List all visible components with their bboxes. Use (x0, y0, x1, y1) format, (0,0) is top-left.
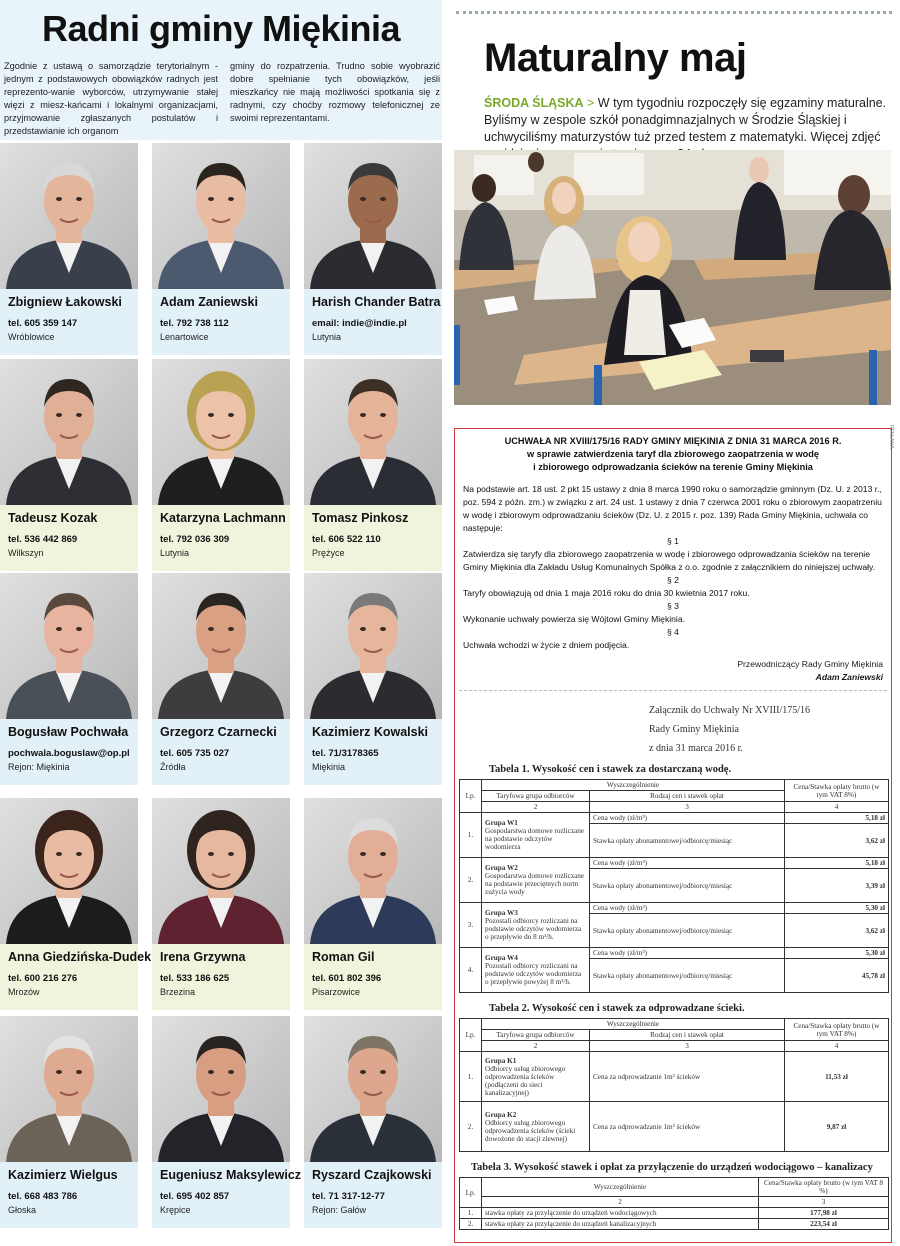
table-row (460, 903, 889, 914)
row-lp: 4. (460, 948, 482, 993)
notice-heading-line3: i zbiorowego odprowadzania ścieków na terenie Gminy Miękinia (533, 462, 813, 472)
councillor-card (304, 1016, 442, 1226)
group-desc: Pozostali odbiorcy rozliczani na podstawie odczytów wodomierza o przepływie do 8 m³/h. (485, 917, 582, 941)
group-code: Grupa W4 (485, 954, 518, 962)
paragraph-3-mark: § 3 (667, 601, 679, 611)
table1-title: Tabela 1. Wysokość cen i stawek za dostarczaną wodę. (489, 764, 732, 775)
row-desc: stawka opłaty za przyłączenie do urządzeń wodociągowych (482, 1208, 759, 1219)
row-value: 3,62 zł (785, 914, 889, 948)
row-group (482, 1052, 590, 1102)
intro-text-col2: gminy do rozpatrzenia. Trudno sobie wyobrazić dobre spełnianie tych obowiązków, jeśli mieszkańcy nie mają możliwości spotkania się z radnymi, czy choćby rozmowy telefonicznej ze swoimi reprezentantami. (230, 61, 440, 123)
councillor-info (0, 719, 138, 785)
councillor-photo (152, 573, 290, 719)
councillor-name: Katarzyna Lachmann (160, 511, 286, 525)
councillor-place: Prężyce (312, 548, 345, 558)
councillor-contact: tel. 668 483 786 (8, 1191, 78, 1202)
councillor-card (152, 1016, 302, 1226)
councillor-info (0, 1162, 138, 1228)
row-rate-type: Cena wody (zł/m³) (590, 813, 785, 824)
row-rate-type: Stawka opłaty abonamentowej/odbiorcę/miesiąc (590, 824, 785, 858)
councillor-place: Brzezina (160, 987, 196, 997)
councillor-card (304, 143, 442, 353)
councillor-contact: tel. 71 317-12-77 (312, 1191, 385, 1202)
notice-heading (455, 435, 891, 474)
attachment-line3: z dnia 31 marca 2016 r. (649, 743, 743, 754)
councillor-info (152, 505, 290, 571)
councillor-name: Kazimierz Wielgus (8, 1168, 118, 1182)
row-group (482, 858, 590, 903)
table-row (460, 1219, 889, 1230)
col-group: Taryfowa grupa odbiorców (482, 791, 590, 802)
notice-intro: Na podstawie art. 18 ust. 2 pkt 15 ustawy z dnia 8 marca 1990 roku o samorządzie gminnym (Dz. U. z 2013 r., poz. 594 z późn. zm.) w związku z art. 24 ust. 1 ustawy z dnia 7 czerwca 2001 roku o zbiorowym zaopatrzeniu w wodę i zbiorowym odprowadzaniu ścieków (Dz. U. z 2015 r. poz. 139) Rada Gminy Miękinia, uchwala co następuje: (463, 484, 882, 533)
attachment (455, 701, 891, 1230)
councillor-card (152, 573, 290, 783)
councillor-photo (304, 359, 442, 505)
row-value: 3,62 zł (785, 824, 889, 858)
row-rate-type: Stawka opłaty abonamentowej/odbiorcę/miesiąc (590, 959, 785, 993)
councillor-contact: tel. 605 359 147 (8, 318, 78, 329)
councillor-info (304, 289, 442, 355)
col-num: 4 (785, 1041, 889, 1052)
row-group (482, 1102, 590, 1152)
attachment-header (649, 701, 891, 758)
councillor-photo (152, 359, 290, 505)
councillor-contact[interactable]: pochwala.boguslaw@op.pl (8, 748, 130, 759)
councillor-info (152, 1162, 302, 1228)
councillor-name: Bogusław Pochwała (8, 725, 129, 739)
councillor-place: Wróblowice (8, 332, 55, 342)
row-lp: 2. (460, 1102, 482, 1152)
councillor-card (0, 143, 138, 353)
councillor-place: Miękinia (312, 762, 346, 772)
councillor-contact[interactable]: email: indie@indie.pl (312, 318, 407, 329)
row-value: 3,39 zł (785, 869, 889, 903)
intro-box (0, 0, 442, 140)
councillor-card (0, 798, 152, 1008)
councillor-place: Krępice (160, 1205, 191, 1215)
councillor-contact: tel. 533 186 625 (160, 973, 230, 984)
paragraph-2-mark: § 2 (667, 575, 679, 585)
councillor-photo (0, 359, 138, 505)
row-rate-type: Cena wody (zł/m³) (590, 903, 785, 914)
col-price: Cena/Stawka opłaty brutto (w tym VAT 8%) (785, 780, 889, 802)
col-spec: Wyszczególnienie (482, 1019, 785, 1030)
councillor-contact: tel. 601 802 396 (312, 973, 382, 984)
councillor-contact: tel. 605 735 027 (160, 748, 230, 759)
councillor-info (304, 719, 442, 785)
councillor-photo (0, 573, 138, 719)
councillor-name: Tomasz Pinkosz (312, 511, 409, 525)
row-rate-type: Stawka opłaty abonamentowej/odbiorcę/miesiąc (590, 914, 785, 948)
col-type: Rodzaj cen i stawek opłat (590, 1030, 785, 1041)
councillor-card (0, 359, 138, 569)
row-value: 223,54 zł (759, 1219, 889, 1230)
exam-photo (454, 150, 891, 405)
councillor-card (0, 1016, 138, 1226)
row-value: 177,98 zł (759, 1208, 889, 1219)
row-value: 5,18 zł (785, 813, 889, 824)
councillor-place: Rejon: Gałów (312, 1205, 367, 1215)
row-group (482, 948, 590, 993)
separator (459, 690, 887, 691)
councillor-card (304, 798, 442, 1008)
water-tariff-table (459, 779, 889, 993)
group-code: Grupa W3 (485, 909, 518, 917)
councillor-name: Grzegorz Czarnecki (160, 725, 277, 739)
group-desc: Gospodarstwa domowe rozliczane na podstawie przeciętnych norm zużycia wody (485, 872, 584, 896)
col-price: Cena/Stawka opłaty brutto (w tym VAT 8 %) (759, 1178, 889, 1197)
councillor-name: Irena Grzywna (160, 950, 246, 964)
row-group (482, 903, 590, 948)
councillor-contact: tel. 792 036 309 (160, 534, 230, 545)
col-group: Taryfowa grupa odbiorców (482, 1030, 590, 1041)
councillor-info (152, 944, 290, 1010)
row-value: 45,78 zł (785, 959, 889, 993)
councillor-photo (152, 1016, 290, 1162)
row-rate-type: Stawka opłaty abonamentowej/odbiorcę/miesiąc (590, 869, 785, 903)
paragraph-1-mark: § 1 (667, 536, 679, 546)
row-desc: stawka opłaty za przyłączenie do urządzeń kanalizacyjnych (482, 1219, 759, 1230)
col-num: 3 (590, 802, 785, 813)
section-title: Radni gminy Miękinia (41, 8, 401, 49)
intro-text-col1: Zgodnie z ustawą o samorządzie terytorialnym - jednym z podstawowych obowiązków radnych jest reprezento-wanie wyborców, utrzymywanie stałej więzi z miesz-kańcami i lokalnymi organizacjami, przyjmowanie zgłaszanych postulatów i przedstawianie ich organom (4, 61, 218, 136)
row-value: 5,30 zł (785, 903, 889, 914)
ad-label: REKLAMA (888, 425, 894, 449)
notice-body (455, 483, 891, 652)
councillor-photo (0, 798, 138, 944)
divider (456, 11, 892, 17)
col-price: Cena/Stawka opłaty brutto (w tym VAT 8%) (785, 1019, 889, 1041)
councillor-info (0, 505, 138, 571)
article-text: W tym tygodniu rozpoczęły się egzaminy maturalne. Byliśmy w zespole szkół ponadgimnazjalnych w Środzie Śląskiej i uchwyciliśmy maturzystów tuż przed testem z matematyki. Więcej zdjęć (484, 96, 887, 144)
col-num: 3 (759, 1197, 889, 1208)
article-title: Maturalny maj (484, 36, 747, 80)
group-desc: Pozostali odbiorcy rozliczani na podstawie odczytów wodomierza o przepływie powyżej 8 m³/h. (485, 962, 582, 986)
table-row (460, 1052, 889, 1102)
paragraph-3-text: Wykonanie uchwały powierza się Wójtowi Gminy Miękinia. (463, 614, 686, 624)
councillor-name: Ryszard Czajkowski (312, 1168, 432, 1182)
councillor-photo (152, 798, 290, 944)
councillor-info (304, 1162, 442, 1228)
table3-title: Tabela 3. Wysokość stawek i opłat za przyłączenie do urządzeń wodociągowo – kanalizacy (471, 1162, 873, 1173)
councillor-photo (304, 143, 442, 289)
councillor-info (0, 289, 138, 355)
councillor-photo (304, 798, 442, 944)
councillor-name: Anna Giedzińska-Dudek (8, 950, 152, 964)
col-num: 4 (785, 802, 889, 813)
councillor-name: Kazimierz Kowalski (312, 725, 429, 739)
table-row (460, 1208, 889, 1219)
col-spec: Wyszczególnienie (482, 1178, 759, 1197)
councillor-photo (152, 143, 290, 289)
row-lp: 1. (460, 1052, 482, 1102)
councillor-place: Rejon: Miękinia (8, 762, 70, 772)
councillor-place: Lutynia (312, 332, 342, 342)
notice-heading-line2: w sprawie zatwierdzenia taryf dla zbiorowego zaopatrzenia w wodę (526, 449, 820, 459)
col-num: 3 (590, 1041, 785, 1052)
row-lp: 3. (460, 903, 482, 948)
table-row (460, 948, 889, 959)
councillor-card (0, 573, 138, 783)
councillor-name: Harish Chander Batra (312, 295, 441, 309)
group-desc: Odbiorcy usług zbiorowego odprowadzenia ścieków (podłączeni do sieci kanalizacyjnej) (485, 1064, 566, 1097)
paragraph-1-text: Zatwierdza się taryfy dla zbiorowego zaopatrzenia w wodę i zbiorowego odprowadzania ścieków na terenie Gminy Miękinia dla Zakładu Usług Komunalnych Spółka z o.o. zgodnie z załącznikiem do niniejszej uchwały. (463, 549, 876, 572)
councillor-name: Zbigniew Łakowski (8, 295, 122, 309)
councillor-place: Źródła (160, 762, 186, 772)
table-row (460, 813, 889, 824)
councillor-place: Pisarzowice (312, 987, 361, 997)
col-spec: Wyszczególnienie (482, 780, 785, 791)
table-row (460, 858, 889, 869)
col-lp: Lp. (460, 780, 482, 813)
signature-role: Przewodniczący Rady Gminy Miękinia (737, 659, 883, 669)
table-row (460, 1102, 889, 1152)
councillor-info (304, 944, 442, 1010)
tag-separator: > (583, 96, 598, 110)
row-lp: 1. (460, 1208, 482, 1219)
councillor-name: Adam Zaniewski (160, 295, 258, 309)
row-lp: 2. (460, 858, 482, 903)
attachment-line2: Rady Gminy Miękinia (649, 724, 739, 735)
councillor-photo (304, 1016, 442, 1162)
councillor-place: Głoska (8, 1205, 37, 1215)
councillor-contact: tel. 536 442 869 (8, 534, 78, 545)
group-code: Grupa W1 (485, 819, 518, 827)
location-tag: ŚRODA ŚLĄSKA (484, 96, 584, 110)
councillor-card (152, 359, 290, 569)
councillor-place: Mrozów (8, 987, 40, 997)
signature (455, 658, 891, 684)
row-value: 11,53 zł (785, 1052, 889, 1102)
councillor-info (152, 289, 290, 355)
row-value: 5,30 zł (785, 948, 889, 959)
row-rate-type: Cena wody (zł/m³) (590, 858, 785, 869)
col-type: Rodzaj cen i stawek opłat (590, 791, 785, 802)
councillor-contact: tel. 71/3178365 (312, 748, 379, 759)
councillor-contact: tel. 606 522 110 (312, 534, 381, 545)
councillor-contact: tel. 600 216 276 (8, 973, 78, 984)
councillor-name: Eugeniusz Maksylewicz (160, 1168, 302, 1182)
councillor-contact: tel. 695 402 857 (160, 1191, 230, 1202)
row-rate-type: Cena wody (zł/m³) (590, 948, 785, 959)
councillor-card (304, 573, 442, 783)
group-code: Grupa K2 (485, 1110, 517, 1119)
notice-heading-line1: UCHWAŁA NR XVIII/175/16 RADY GMINY MIĘKINIA Z DNIA 31 MARCA 2016 R. (504, 436, 842, 446)
councillor-place: Lenartowice (160, 332, 209, 342)
row-rate-type: Cena za odprowadzanie 1m³ ścieków (590, 1102, 785, 1152)
sewage-tariff-table (459, 1018, 889, 1152)
resolution-notice (454, 428, 892, 1243)
councillor-name: Tadeusz Kozak (8, 511, 98, 525)
paragraph-4-text: Uchwała wchodzi w życie z dniem podjęcia. (463, 640, 630, 650)
col-num: 2 (482, 802, 590, 813)
table2-title: Tabela 2. Wysokość cen i stawek za odprowadzane ścieki. (489, 1003, 745, 1014)
councillor-card (304, 359, 442, 569)
councillor-info (0, 944, 152, 1010)
signature-name: Adam Zaniewski (815, 672, 883, 682)
row-lp: 1. (460, 813, 482, 858)
group-code: Grupa W2 (485, 864, 518, 872)
councillor-card (152, 143, 290, 353)
councillor-photo (0, 1016, 138, 1162)
paragraph-2-text: Taryfy obowiązują od dnia 1 maja 2016 roku do dnia 30 kwietnia 2017 roku. (463, 588, 750, 598)
group-desc: Gospodarstwa domowe rozliczane na podstawie odczytów wodomierza (485, 827, 584, 851)
col-lp: Lp. (460, 1019, 482, 1052)
col-lp: Lp. (460, 1178, 482, 1208)
group-desc: Odbiorcy usług zbiorowego odprowadzenia ścieków (ścieki dowożone do stacji zlewnej) (485, 1118, 576, 1143)
councillor-info (152, 719, 290, 785)
row-value: 5,18 zł (785, 858, 889, 869)
councillor-name: Roman Gil (312, 950, 375, 964)
councillor-info (304, 505, 442, 571)
col-num: 2 (482, 1041, 590, 1052)
col-num: 2 (482, 1197, 759, 1208)
row-lp: 2. (460, 1219, 482, 1230)
councillor-place: Wilkszyn (8, 548, 44, 558)
connection-fee-table (459, 1177, 889, 1230)
row-rate-type: Cena za odprowadzanie 1m³ ścieków (590, 1052, 785, 1102)
councillor-photo (0, 143, 138, 289)
councillor-photo (304, 573, 442, 719)
paragraph-4-mark: § 4 (667, 627, 679, 637)
councillor-card (152, 798, 290, 1008)
councillor-place: Lutynia (160, 548, 190, 558)
row-value: 9,87 zł (785, 1102, 889, 1152)
attachment-line1: Załącznik do Uchwały Nr XVIII/175/16 (649, 705, 811, 716)
row-group (482, 813, 590, 858)
group-code: Grupa K1 (485, 1056, 517, 1065)
councillor-contact: tel. 792 738 112 (160, 318, 229, 329)
article-lead (484, 95, 890, 145)
councillors-section (0, 0, 442, 1246)
